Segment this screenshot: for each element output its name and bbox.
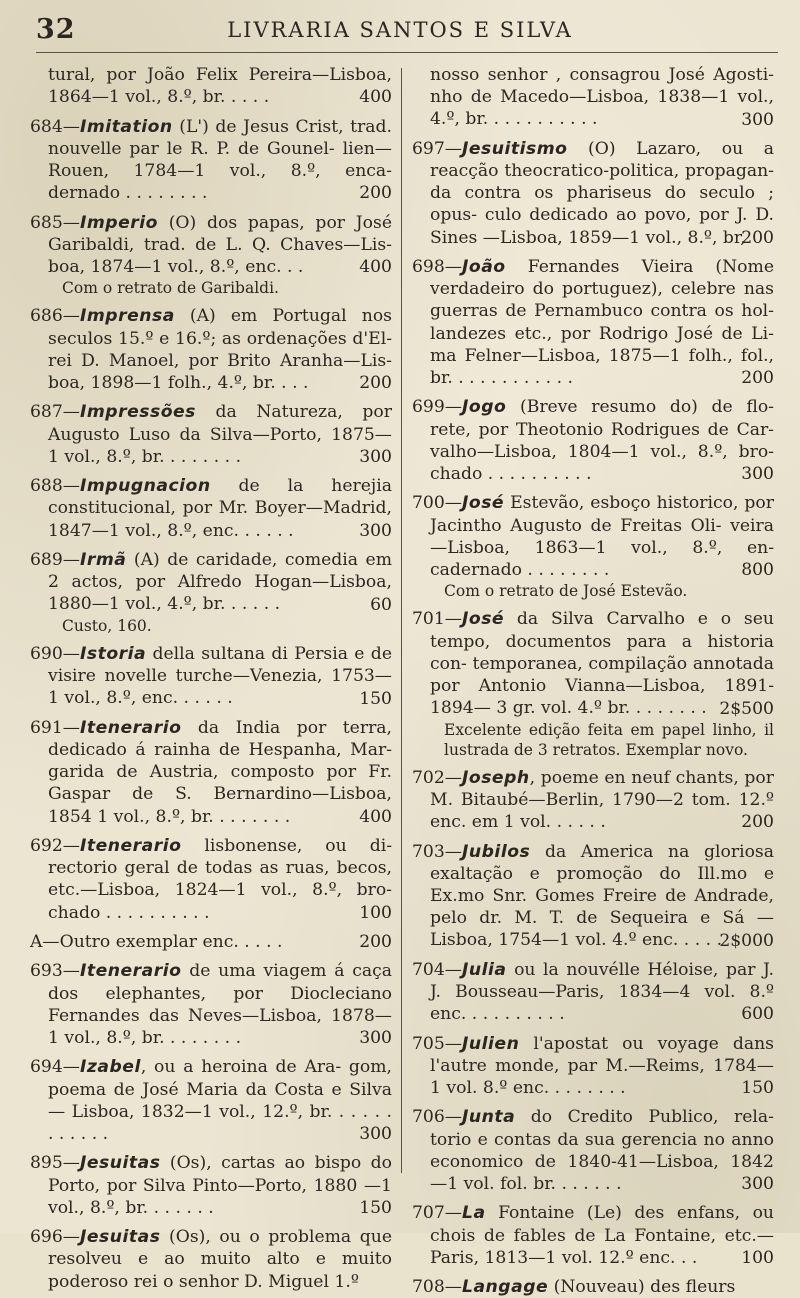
entry-description: ou la nouvélle Héloise, par J. J. Bousseau—Paris, 1834—4 vol. 8.º enc. . . . . . . . . . — [430, 959, 774, 1025]
entry-description: A—Outro exemplar enc. . . . . — [30, 931, 283, 952]
entry-keyword: Langage — [462, 1277, 549, 1298]
entry-number: 701— — [412, 609, 462, 630]
entry-keyword: Impugnacion — [80, 476, 211, 497]
entry-price: 2$500 — [719, 698, 774, 719]
entry-keyword: João — [462, 257, 506, 278]
entry-number: 689— — [30, 550, 80, 571]
entry-description: (A) de caridade, comedia em 2 actos, por Alfredo Hogan—Lisboa, 1880—1 vol., 4.º, br. . . . . . — [48, 550, 392, 615]
entry-price: 200 — [741, 812, 774, 833]
entry-price: 400 — [359, 806, 392, 827]
entry-description: do Credito Publico, rela- torio e contas da sua gerencia no anno economico de 1840-41—Lisboa, 1842 —1 vol. fol. br. . . . . . . — [430, 1107, 774, 1194]
entry-keyword: Imprensa — [80, 306, 175, 327]
running-head: LIVRARIA SANTOS E SILVA — [227, 18, 573, 42]
entry-keyword: Julien — [462, 1033, 520, 1054]
entry-keyword: Izabel — [80, 1057, 141, 1078]
entry-price: 600 — [741, 1004, 774, 1025]
entry-price: 150 — [359, 688, 392, 709]
entry-price: 300 — [359, 447, 392, 468]
entry-number: 684— — [30, 116, 80, 137]
entry-description: (A) em Portugal nos seculos 15.º e 16.º; as ordenações d'El- rei D. Manoel, por Brito Aranha—Lis- boa, 1898—1 folh., 4.º, br. . . . — [48, 306, 392, 394]
entry-price: 400 — [359, 87, 392, 108]
entry-keyword: Itenerario — [80, 835, 182, 856]
entry-number: 706— — [412, 1107, 462, 1128]
entry-number: 707— — [412, 1203, 462, 1224]
entry-price: 300 — [359, 1028, 392, 1049]
entry-number: 685— — [30, 212, 80, 233]
entry-price: 100 — [359, 902, 392, 923]
entry-keyword: Istoria — [80, 643, 147, 664]
entry-keyword: Julia — [462, 959, 507, 980]
catalogue-entry — [30, 1056, 392, 1145]
entry-number: 697— — [412, 138, 462, 159]
entry-description: da India por terra, dedicado á rainha de Hespanha, Mar- garida de Austria, composto por Fr. Gaspar de S. Bernardino—Lisboa, 1854 1 vol., 8.º, br. . . . . . . . — [48, 717, 392, 827]
entry-keyword: José — [462, 493, 505, 514]
catalogue-entry — [412, 841, 774, 952]
catalogue-entry — [30, 305, 392, 394]
catalogue-entry — [412, 138, 774, 249]
entry-price: 200 — [359, 183, 392, 204]
entry-description: da Natureza, por Augusto Luso da Silva—Porto, 1875— 1 vol., 8.º, br. . . . . . . . — [48, 402, 392, 467]
entry-price: 300 — [741, 464, 774, 485]
catalogue-entry — [30, 116, 392, 205]
entry-keyword: Itenerario — [80, 717, 182, 738]
catalogue-entry — [412, 767, 774, 834]
entry-keyword: Imperio — [80, 212, 158, 233]
catalogue-entry — [30, 212, 392, 299]
header-rule — [36, 52, 778, 53]
entry-description: nosso senhor , consagrou José Agosti- nho de Macedo—Lisboa, 1838—1 vol., 4.º, br. . . . . . . . . . . — [430, 65, 774, 130]
entry-number: 686— — [30, 306, 80, 327]
entry-price: 200 — [359, 373, 392, 394]
entry-description: Estevão, esboço historico, por Jacintho Augusto de Freitas Oli- veira—Lisboa, 1863—1 vol., 8.º, en- cadernado . . . . . . . . — [430, 493, 774, 581]
entry-description: Fernandes Vieira (Nome verdadeiro do portuguez), celebre nas guerras de Pernambuco contra os hol- landezes etc., por Rodrigo José de Li- ma Felner—Lisboa, 1875—1 folh., fol., br. . . . . . . . . . . . — [430, 257, 774, 389]
entry-number: 696— — [30, 1227, 80, 1248]
entry-keyword: La — [462, 1203, 486, 1224]
entry-price: 200 — [359, 932, 392, 953]
entry-price: 300 — [359, 520, 392, 541]
catalogue-entry — [412, 1033, 774, 1100]
catalogue-entry — [412, 1106, 774, 1195]
entry-number: 693— — [30, 961, 80, 982]
entry-price: 300 — [741, 1174, 774, 1195]
page-number: 32 — [36, 14, 76, 45]
entry-description: della sultana di Persia e de visire novelle turche—Venezia, 1753—1 vol., 8.º, enc. . . . . . — [48, 643, 392, 709]
entry-keyword: Jogo — [462, 397, 507, 418]
entry-number: 895— — [30, 1153, 80, 1174]
entry-price: 2$000 — [719, 930, 774, 951]
catalogue-entry — [30, 64, 392, 109]
column-divider — [401, 68, 402, 1173]
entry-description: lisbonense, ou di- rectorio geral de todas as ruas, becos, etc.—Lisboa, 1824—1 vol., 8.º, bro- chado . . . . . . . . . . — [48, 835, 392, 923]
entry-number: 700— — [412, 493, 462, 514]
entry-price: 150 — [359, 1197, 392, 1218]
catalogue-entry — [412, 959, 774, 1026]
entry-number: 692— — [30, 835, 80, 856]
entry-keyword: Imitation — [80, 116, 173, 137]
entry-note: Custo, 160. — [62, 616, 152, 635]
entry-number: 699— — [412, 397, 462, 418]
entry-price: 400 — [359, 257, 392, 278]
entry-description: (O) Lazaro, ou a reacção theocratico-politica, propagan- da contra os phariseus do seculo ; opus- culo dedicado ao povo, por J. D. Sines —Lisboa, 1859—1 vol., 8.º, br, — [430, 138, 774, 248]
entry-description: da America na gloriosa exaltação e promoção do Ill.mo e Ex.mo Snr. Gomes Freire de Andrade, pelo dr. M. T. de Sequeira e Sá — Lisboa, 1754—1 vol. 4.º enc. . . . . — [430, 841, 774, 951]
entry-number: 688— — [30, 476, 80, 497]
entry-number: 694— — [30, 1057, 80, 1078]
catalogue-entry — [412, 396, 774, 485]
catalogue-entry — [412, 1276, 774, 1298]
entry-number: 691— — [30, 717, 80, 738]
entry-number: 703— — [412, 841, 462, 862]
entry-description: da Silva Carvalho e o seu tempo, documentos para a historia con- temporanea, compilação annotada por Antonio Vianna—Lisboa, 1891-1894— 3 gr. vol. 4.º br. . . . . . . . — [430, 609, 774, 719]
right-column — [412, 64, 774, 1298]
entry-price: 60 — [370, 594, 392, 615]
catalogue-entry — [30, 401, 392, 468]
entry-keyword: Jesuitismo — [462, 138, 568, 159]
entry-price: 200 — [741, 227, 774, 248]
catalogue-entry — [30, 549, 392, 636]
entry-description: Fontaine (Le) des enfans, ou chois de fables de La Fontaine, etc.— Paris, 1813—1 vol. 12.º enc. . . — [430, 1203, 774, 1268]
entry-price: 150 — [741, 1078, 774, 1099]
entry-description: , poeme en neuf chants, por M. Bitaubé—Berlin, 1790—2 tom. 12.º enc. em 1 vol. . . . . . — [430, 767, 774, 833]
entry-description: l'apostat ou voyage dans l'autre monde, par M.—Reims, 1784— 1 vol. 8.º enc. . . . . . . . — [430, 1033, 774, 1098]
entry-description: de la herejia constitucional, por Mr. Boyer—Madrid, 1847—1 vol., 8.º, enc. . . . . . — [48, 476, 392, 541]
entry-price: 800 — [741, 560, 774, 581]
catalogue-entry — [412, 608, 774, 759]
entry-keyword: Jesuitas — [80, 1153, 161, 1174]
catalogue-entry — [30, 1226, 392, 1293]
catalogue-entry — [412, 1202, 774, 1269]
entry-keyword: Impressões — [80, 402, 196, 423]
entry-description: de uma viagem á caça dos elephantes, por Diocleciano Fernandes das Neves—Lisboa, 1878— 1 vol., 8.º, br. . . . . . . . — [48, 961, 392, 1048]
catalogue-entry — [412, 64, 774, 131]
entry-price: 200 — [741, 368, 774, 389]
entry-description: (Breve resumo do) de flo- rete, por Theotonio Rodrigues de Car- valho—Lisboa, 1804—1 vol., 8.º, bro- chado . . . . . . . . . . — [430, 397, 774, 485]
entry-number: 705— — [412, 1033, 462, 1054]
entry-number: 704— — [412, 959, 462, 980]
entry-description: tural, por João Felix Pereira—Lisboa, 1864—1 vol., 8.º, br. . . . . — [48, 65, 392, 108]
catalogue-entry — [30, 475, 392, 542]
entry-number: 687— — [30, 402, 80, 423]
catalogue-entry — [30, 1152, 392, 1219]
entry-number: 708— — [412, 1277, 462, 1298]
entry-description: (Nouveau) des fleurs — [548, 1277, 736, 1298]
catalogue-entry — [30, 835, 392, 924]
entry-price: 100 — [741, 1247, 774, 1268]
entry-number: 698— — [412, 257, 462, 278]
entry-number: 690— — [30, 643, 80, 664]
entry-description: (Os), cartas ao bispo do Porto, por Silva Pinto—Porto, 1880 —1 vol., 8.º, br. . . . . . . — [48, 1153, 392, 1218]
entry-note: Com o retrato de Garibaldi. — [62, 279, 279, 298]
entry-keyword: Jesuitas — [80, 1227, 161, 1248]
entry-keyword: Joseph — [462, 767, 530, 788]
page-header — [0, 8, 800, 52]
catalogue-entry — [30, 960, 392, 1049]
catalogue-entry — [412, 492, 774, 601]
entry-description: , ou a heroina de Ara- gom, poema de José Maria da Costa e Silva — Lisboa, 1832—1 vol., 12.º, br. . . . . . . . . . . . — [48, 1057, 392, 1144]
entry-description: (O) dos papas, por José Garibaldi, trad. de L. Q. Chaves—Lis- boa, 1874—1 vol., 8.º, enc. . . — [48, 212, 392, 278]
catalogue-columns — [30, 64, 780, 1298]
entry-price: 300 — [359, 1124, 392, 1145]
entry-number: 702— — [412, 767, 462, 788]
catalogue-entry — [30, 931, 392, 953]
entry-keyword: Irmã — [80, 550, 127, 571]
catalogue-entry — [412, 256, 774, 389]
entry-keyword: Itenerario — [80, 961, 182, 982]
catalogue-entry — [30, 717, 392, 828]
left-column — [30, 64, 392, 1292]
entry-keyword: Jubilos — [462, 841, 531, 862]
entry-description: (L') de Jesus Crist, trad. nouvelle par le R. P. de Gounel- lien—Rouen, 1784—1 vol., 8.º, enca- dernado . . . . . . . . — [48, 116, 392, 204]
entry-keyword: Junta — [462, 1107, 516, 1128]
entry-note: Com o retrato de José Estevão. — [444, 582, 688, 601]
entry-description: (Os), ou o problema que resolveu e ao muito alto e muito poderoso rei o senhor D. Miguel 1.º — [48, 1227, 392, 1292]
entry-note: Excelente edição feita em papel linho, il lustrada de 3 retratos. Exemplar novo. — [444, 720, 774, 759]
catalogue-entry — [30, 643, 392, 710]
entry-keyword: José — [462, 609, 505, 630]
entry-price: 300 — [741, 109, 774, 130]
